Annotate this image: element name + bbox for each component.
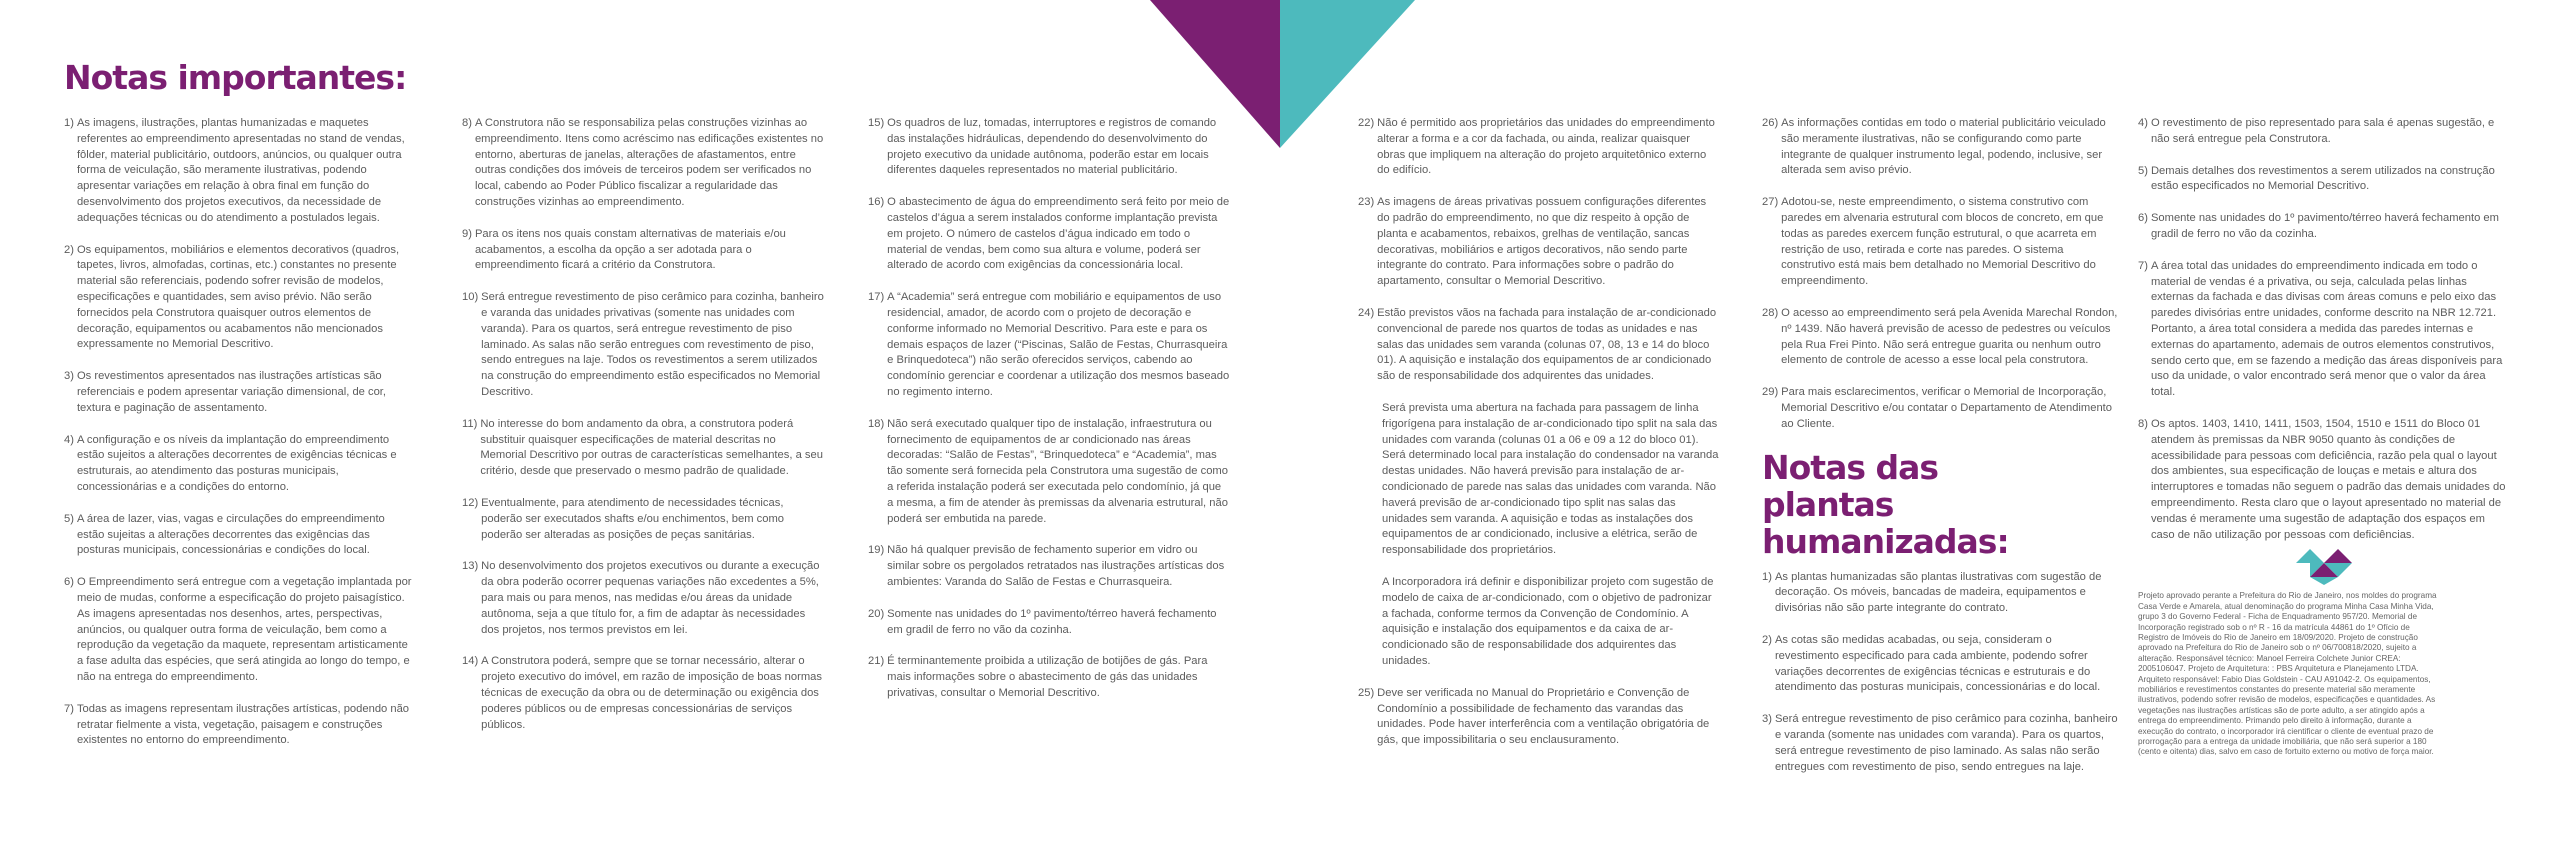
note-number: 24) xyxy=(1358,306,1375,319)
note-number: 21) xyxy=(868,655,885,668)
note-item-continued xyxy=(1358,401,1720,559)
note-text: Será entregue revestimento de piso cerâmico para cozinha, banheiro e varanda (somente nas unidades com varanda). Para os quartos, será entregue revestimento de piso laminado. As salas não serão entregues com revestimento de piso, sendo entregues na laje. xyxy=(1774,713,2118,773)
note-item xyxy=(1762,195,2118,290)
note-number: 2) xyxy=(1762,633,1772,646)
note-text: As imagens de áreas privativas possuem configurações diferentes do padrão do empreendimento, no que diz respeito à opção de planta e acabamentos, rebaixos, grelhas de ventilação, sancas decorativas, mobiliários e artigos decorativos, não sendo parte integrante do contrato. Para informações sobre o padrão do apartamento, consultar o Memorial Descritivo. xyxy=(1377,196,1707,288)
note-number: 18) xyxy=(868,417,885,430)
note-number: 5) xyxy=(2138,164,2148,177)
note-text: Não há qualquer previsão de fechamento superior em vidro ou similar sobre os pergolados retratados nas ilustrações artísticas dos ambientes: Varanda do Salão de Festas e Churrasqueira. xyxy=(887,544,1225,588)
note-text: A Incorporadora irá definir e disponibilizar projeto com sugestão de modelo de caixa de ar-condicionado, com o objetivo de padronizar a fachada, conforme termos da Convenção de Condomínio. A aquisição e instalação dos equipamentos e da caixa de ar-condicionado são de responsabilidade dos adquirentes das unidades. xyxy=(1382,575,1714,667)
note-number: 4) xyxy=(2138,117,2148,129)
section-title-notas-importantes: Notas importantes: xyxy=(64,58,407,97)
note-number: 8) xyxy=(462,117,472,129)
note-text: Os aptos. 1403, 1410, 1411, 1503, 1504, 1510 e 1511 do Bloco 01 atendem às premissas da NBR 9050 quanto às condições de acessibilidade para pessoas com deficiência, razão pela qual o layout dos ambientes, sua especificação de louças e metais e altura dos interruptores e tomadas não seguem o padrão das demais unidades do empreendimento. Resta claro que o layout apresentado no material de vendas é meramente uma sugestão de adaptação dos espaços em caso de não utilização por pessoas com deficiências. xyxy=(2150,417,2506,541)
note-text: É terminantemente proibida a utilização de botijões de gás. Para mais informações sobre o abastecimento de gás das unidades privativas, consultar o Memorial Descritivo. xyxy=(887,655,1208,699)
note-item xyxy=(64,702,414,749)
note-number: 3) xyxy=(64,370,74,383)
note-number: 8) xyxy=(2138,417,2148,430)
note-text: Os quadros de luz, tomadas, interruptores e registros de comando das instalações hidráulicas, dependendo do desenvolvimento do projeto executivo da unidade autônoma, poderão estar em locais diferentes daqueles representados no material publicitário. xyxy=(887,117,1217,177)
note-item xyxy=(462,417,824,480)
note-item xyxy=(1358,116,1720,179)
note-number: 2) xyxy=(64,243,74,256)
note-text: A “Academia” será entregue com mobiliário e equipamentos de uso residencial, amador, de acordo com o projeto de decoração e conforme informado no Memorial Descritivo. Para este e para os demais espaços de lazer (“Piscinas, Salão de Festas, Churrasqueira e Brinquedoteca”) não serão oferecidos serviços, cabendo ao condomínio gerenciar e coordenar a utilização dos mesmos baseado no regimento interno. xyxy=(887,291,1230,398)
notes-column-2 xyxy=(462,116,824,749)
note-text: Não é permitido aos proprietários das unidades do empreendimento alterar a forma e a cor da fachada, ou ainda, realizar quaisquer obras que impliquem na alteração do projeto arquitetônico externo do edifício. xyxy=(1377,117,1715,177)
note-item xyxy=(2138,164,2510,196)
note-text: Eventualmente, para atendimento de necessidades técnicas, poderão ser executados shafts e/ou enchimentos, bem como poderão ser alteradas as posições de peças sanitárias. xyxy=(481,496,785,541)
note-number: 14) xyxy=(462,655,479,668)
note-item xyxy=(64,243,414,354)
note-item xyxy=(1762,385,2118,432)
note-text: O revestimento de piso representado para sala é apenas sugestão, e não será entregue pela Construtora. xyxy=(2150,117,2495,145)
note-number: 27) xyxy=(1762,196,1779,209)
note-item xyxy=(2138,116,2510,148)
notes-column-1 xyxy=(64,116,414,765)
note-number: 23) xyxy=(1358,196,1375,209)
note-number: 9) xyxy=(462,227,472,240)
note-number: 10) xyxy=(462,291,479,304)
note-text: O abastecimento de água do empreendimento será feito por meio de castelos d’água a serem instalados conforme implantação prevista em projeto. O número de castelos d’água indicado em todo o material de vendas, bem como sua altura e volume, poderá ser alterado de acordo com exigências da concessionária local. xyxy=(887,196,1230,272)
note-item xyxy=(868,417,1230,528)
note-item xyxy=(462,654,824,733)
note-text: Demais detalhes dos revestimentos a serem utilizados na construção estão especificados no Memorial Descritivo. xyxy=(2150,164,2495,193)
note-number: 19) xyxy=(868,544,885,557)
note-text: Todas as imagens representam ilustrações artísticas, podendo não retratar fielmente a vista, vegetação, paisagem e construções existentes no entorno do empreendimento. xyxy=(76,702,410,747)
note-text: A área de lazer, vias, vagas e circulações do empreendimento estão sujeitas a alterações decorrentes das exigências das posturas municipais, concessionárias e condições do local. xyxy=(76,512,385,557)
note-item xyxy=(2138,417,2510,543)
note-number: 5) xyxy=(64,512,74,525)
note-number: 26) xyxy=(1762,117,1779,129)
note-item xyxy=(462,116,824,211)
note-item xyxy=(868,607,1230,639)
note-text: As imagens, ilustrações, plantas humanizadas e maquetes referentes ao empreendimento apresentadas no stand de vendas, fôlder, material publicitário, outdoors, anúncios, ou qualquer outra forma de veiculação, são meramente ilustrativas, podendo apresentar variações em relação à obra final em função do desenvolvimento dos projetos executivos, da necessidade de adequações técnicas ou do atendimento a postulados legais. xyxy=(76,117,405,224)
note-number: 3) xyxy=(1762,713,1772,726)
note-text: Somente nas unidades do 1º pavimento/térreo haverá fechamento em gradil de ferro no vão da cozinha. xyxy=(2150,212,2499,240)
note-number: 7) xyxy=(2138,259,2148,272)
legal-footer-text: Projeto aprovado perante a Prefeitura do Rio de Janeiro, nos moldes do programa Casa Verde e Amarela, atual denominação do programa Minha Casa Minha Vida, grupo 3 do Governo Federal - Ficha de Enquadramento 957/20. Memorial de Incorporação registrado sob o nº R - 16 da matrícula 44861 do 1º Ofício de Registro de Imóveis do Rio de Janeiro em 18/09/2020. Projeto de construção aprovado na Prefeitura do Rio de Janeiro sob o nº 06/700818/2020, sujeito a alteração. Responsável técnico: Manoel Ferreira Colchete Junior CREA: 2005106047. Projeto de Arquitetura: : PBS Arquitetura e Planejamento LTDA. Arquiteto responsável: Fabio Dias Goldstein - CAU A91042-2. Os equipamentos, mobiliários e revestimentos constantes do presente material são meramente ilustrativos, podendo sofrer revisão de modelos, especificações e quantidades. As vegetações nas ilustrações artísticas são de porte adulto, a ser atingido após a entrega do empreendimento. Primando pelo direito à informação, durante a execução do contrato, o incorporador irá cientificar o cliente de eventual prazo de prorrogação para a entrega da unidade imobiliária, que não será superior a 180 (cento e oitenta) dias, salvo em caso de fortuito externo ou motivo de força maior. xyxy=(2138,591,2437,757)
note-number: 16) xyxy=(868,196,885,209)
note-text: As cotas são medidas acabadas, ou seja, consideram o revestimento especificado para cada ambiente, podendo sofrer variações decorrentes de exigências técnicas e estruturais e do atendimento das posturas municipais, concessionárias e do local. xyxy=(1774,633,2101,694)
notes-column-5 xyxy=(1762,116,2118,791)
note-text: A Construtora poderá, sempre que se tornar necessário, alterar o projeto executivo do imóvel, em razão de imposição de boas normas técnicas de execução da obra ou de determinação ou exigência dos poderes públicos ou de empresas concessionárias de serviços públicos. xyxy=(481,655,822,731)
note-number: 1) xyxy=(64,117,74,129)
note-item xyxy=(1762,570,2118,617)
note-text: Estão previstos vãos na fachada para instalação de ar-condicionado convencional de parede nos quartos de todas as unidades e nas salas das unidades sem varanda (colunas 07, 08, 13 e 14 do bloco 01). A aquisição e instalação dos equipamentos de ar condicionado são de responsabilidade dos adquirentes das unidades. xyxy=(1377,306,1717,383)
note-number: 20) xyxy=(868,607,885,620)
note-item xyxy=(868,195,1230,274)
note-number: 28) xyxy=(1762,306,1779,319)
note-item xyxy=(64,116,414,227)
note-number: 4) xyxy=(64,433,74,446)
note-number: 6) xyxy=(64,576,74,589)
note-text: Os equipamentos, mobiliários e elementos decorativos (quadros, tapetes, livros, almofadas, cortinas, etc.) constantes no presente material são referenciais, podendo sofrer revisão de modelos, especificações e quantidades, sem aviso prévio. Não serão fornecidos pela Construtora quaisquer outros elementos de decoração, equipamentos ou acabamentos não mencionados expressamente no Memorial Descritivo. xyxy=(76,243,400,351)
note-item xyxy=(2138,211,2510,243)
note-number: 13) xyxy=(462,560,479,573)
notes-column-6 xyxy=(2138,116,2510,758)
note-number: 22) xyxy=(1358,117,1375,129)
note-item xyxy=(462,290,824,401)
note-item xyxy=(1358,306,1720,385)
note-item xyxy=(1358,686,1720,749)
note-text: A área total das unidades do empreendimento indicada em todo o material de vendas é a privativa, ou seja, calculada pelas linhas externas da fachada e das divisas com áreas comuns e pelo eixo das paredes divisórias entre unidades, conforme descrito na NBR 12.721. Portanto, a área total considera a medida das paredes internas e externas do apartamento, ademais de outros elementos construtivos, sendo certo que, em se fazendo a medição das áreas disponíveis para uso da unidade, o valor encontrado será menor que o valor da área total. xyxy=(2150,259,2503,399)
note-item xyxy=(64,512,414,559)
note-text: Adotou-se, neste empreendimento, o sistema construtivo com paredes em alvenaria estrutural com blocos de concreto, em que todas as paredes exercem função estrutural, o que acarreta em restrição de uso, retirada e corte nas paredes. O sistema construtivo está mais bem detalhado no Memorial Descritivo do empreendimento. xyxy=(1781,196,2104,288)
note-item xyxy=(462,227,824,274)
note-item xyxy=(1762,116,2118,179)
note-text: A configuração e os níveis da implantação do empreendimento estão sujeitos a alterações decorrentes de exigências técnicas e estruturais, ao atendimento das posturas municipais, concessionárias e a condições do entorno. xyxy=(76,433,397,493)
note-item xyxy=(64,575,414,686)
note-text: Para mais esclarecimentos, verificar o Memorial de Incorporação, Memorial Descritivo e/ou contatar o Departamento de Atendimento ao Cliente. xyxy=(1781,386,2112,430)
note-item xyxy=(868,543,1230,590)
note-text: As informações contidas em todo o material publicitário veiculado são meramente ilustrativas, não se configurando como parte integrante de qualquer instrumento legal, podendo, inclusive, ser alterada sem aviso prévio. xyxy=(1781,117,2106,177)
note-number: 6) xyxy=(2138,212,2148,225)
note-item xyxy=(1762,306,2118,369)
note-item xyxy=(1358,195,1720,290)
note-item xyxy=(64,433,414,496)
note-text: Para os itens nos quais constam alternativas de materiais e/ou acabamentos, a escolha da opção a ser adotada para o empreendimento ficará a critério da Construtora. xyxy=(474,227,786,272)
note-text: Os revestimentos apresentados nas ilustrações artísticas são referenciais e podem apresentar variação dimensional, de cor, textura e paginação de assentamento. xyxy=(76,370,387,414)
note-item xyxy=(1762,712,2118,775)
note-item-continued xyxy=(1358,575,1720,670)
heart-logo-icon xyxy=(2296,549,2352,585)
note-number: 15) xyxy=(868,117,885,129)
note-number: 1) xyxy=(1762,570,1772,583)
note-item xyxy=(868,290,1230,401)
section-title-notas-plantas: Notas das plantas humanizadas: xyxy=(1762,447,2009,561)
note-number: 25) xyxy=(1358,686,1375,699)
note-text: No interesse do bom andamento da obra, a construtora poderá substituir quaisquer especificações de material descritas no Memorial Descritivo por outras de características semelhantes, a seu critério, desde que preservado o mesmo padrão de qualidade. xyxy=(480,417,823,478)
note-item xyxy=(2138,259,2510,401)
note-text: Será prevista uma abertura na fachada para passagem de linha frigorígena para instalação de ar-condicionado tipo split na sala das unidades com varanda (colunas 01 a 06 e 09 a 12 do bloco 01). Será determinado local para instalação do condensador na varanda destas unidades. Não haverá previsão para instalação de ar-condicionado de parede nas salas das unidades com varanda. Não haverá previsão de ar-condicionado tipo split nas salas das unidades sem varanda. A aquisição e todas as instalações dos equipamentos de ar condicionado, inclusive a elétrica, serão de responsabilidade dos proprietários. xyxy=(1382,401,1719,557)
note-text: O Empreendimento será entregue com a vegetação implantada por meio de mudas, conforme a especificação do projeto paisagístico. As imagens apresentadas nos desenhos, artes, perspectivas, anúncios, ou qualquer outra forma de veiculação, bem como a reprodução da vegetação da maquete, representam artisticamente a fase adulta das espécies, que será atingida ao longo do tempo, e não na entrega do empreendimento. xyxy=(76,576,412,683)
note-text: Deve ser verificada no Manual do Proprietário e Convenção de Condomínio a possibilidade de fechamento das varandas das unidades. Pode haver interferência com a ventilação obrigatória de gás, que impossibilitaria o seu enclausuramento. xyxy=(1377,686,1710,747)
note-text: Não será executado qualquer tipo de instalação, infraestrutura ou fornecimento de equipamentos de ar condicionado nas áreas decoradas: “Salão de Festas”, “Brinquedoteca” e “Academia”, mas tão somente será fornecida pela Construtora uma sugestão de como a referida instalação poderá ser executada pelo condomínio, já que a mesma, a fim de atender às premissas da alvenaria estrutural, não poderá ser embutida na parede. xyxy=(887,417,1228,525)
note-item xyxy=(462,496,824,543)
note-number: 12) xyxy=(462,496,479,509)
note-number: 7) xyxy=(64,702,74,715)
note-text: A Construtora não se responsabiliza pelas construções vizinhas ao empreendimento. Itens como acréscimo nas edificações existentes no entorno, aberturas de janelas, alterações de afastamentos, entre outras condições dos imóveis de terceiros podem ser verificados no local, cabendo ao Poder Público fiscalizar a regularidade das construções vizinhas ao empreendimento. xyxy=(474,117,824,208)
note-text: Somente nas unidades do 1º pavimento/térreo haverá fechamento em gradil de ferro no vão da cozinha. xyxy=(887,607,1217,636)
note-number: 17) xyxy=(868,291,885,304)
note-text: As plantas humanizadas são plantas ilustrativas com sugestão de decoração. Os móveis, bancadas de madeira, equipamentos e divisórias não são parte integrante do contrato. xyxy=(1774,570,2102,615)
note-text: Será entregue revestimento de piso cerâmico para cozinha, banheiro e varanda das unidades privativas (somente nas unidades com varanda). Para os quartos, será entregue revestimento de piso laminado. As salas não serão entregues com revestimento de piso, sendo entregues na laje. Todos os revestimentos a serem utilizados na construção do empreendimento estão especificados no Memorial Descritivo. xyxy=(481,291,824,398)
note-text: No desenvolvimento dos projetos executivos ou durante a execução da obra poderão ocorrer pequenas variações não excedentes a 5%, para mais ou para menos, nas medidas e/ou áreas da unidade autônoma, seja a que título for, a fim de adaptar às necessidades dos projetos, nos termos previstos em lei. xyxy=(481,560,820,636)
note-number: 11) xyxy=(462,417,478,430)
notes-column-4 xyxy=(1358,116,1720,765)
notes-column-3 xyxy=(868,116,1230,718)
note-item xyxy=(462,559,824,638)
note-number: 29) xyxy=(1762,386,1779,399)
note-item xyxy=(1762,633,2118,696)
note-item xyxy=(64,369,414,416)
note-text: O acesso ao empreendimento será pela Avenida Marechal Rondon, nº 1439. Não haverá previsão de acesso de pedestres ou veículos pela Rua Frei Pinto. Não será entregue guarita ou nenhum outro elemento de controle de acesso a esse local pela construtora. xyxy=(1781,306,2118,367)
note-item xyxy=(868,116,1230,179)
note-item xyxy=(868,654,1230,701)
